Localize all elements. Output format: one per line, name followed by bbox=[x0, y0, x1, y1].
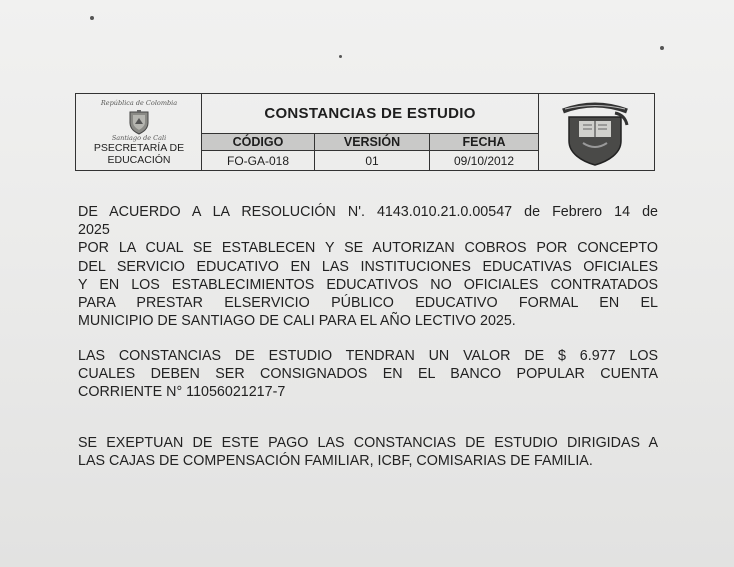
resolution-paragraph bbox=[78, 203, 658, 330]
paragraph-line: Y EN LOS ESTABLECIMIENTOS EDUCATIVOS NO OFICIALES CONTRATADOS bbox=[78, 276, 658, 293]
paragraph-line: PARA PRESTAR ELSERVICIO PÚBLICO EDUCATIVO FORMAL EN EL bbox=[78, 295, 658, 312]
exemption-paragraph bbox=[78, 434, 658, 470]
fee-paragraph bbox=[78, 347, 658, 402]
paper-speck bbox=[339, 55, 342, 58]
document-title: CONSTANCIAS DE ESTUDIO bbox=[202, 94, 538, 134]
paragraph-line: MUNICIPIO DE SANTIAGO DE CALI PARA EL AÑO LECTIVO 2025. bbox=[78, 313, 516, 330]
version-value: 01 bbox=[315, 151, 430, 170]
header-column-row bbox=[202, 134, 538, 151]
header-left-cell bbox=[76, 94, 202, 170]
paragraph-line: DEL SERVICIO EDUCATIVO EN LAS INSTITUCIONES EDUCATIVAS OFICIALES bbox=[78, 258, 658, 275]
paper-speck bbox=[90, 16, 94, 20]
school-emblem-icon bbox=[555, 97, 635, 167]
paragraph-line: LAS CAJAS DE COMPENSACIÓN FAMILIAR, ICBF, COMISARIAS DE FAMILIA. bbox=[78, 453, 593, 470]
city-coat-of-arms-icon bbox=[126, 109, 152, 135]
document-header-table bbox=[75, 93, 655, 171]
paragraph-line: LAS CONSTANCIAS DE ESTUDIO TENDRAN UN VALOR DE $ 6.977 LOS bbox=[78, 348, 658, 364]
fecha-value: 09/10/2012 bbox=[453, 153, 515, 168]
crest-city-text: Santiago de Cali bbox=[111, 134, 167, 142]
codigo-value: FO-GA-018 bbox=[202, 151, 315, 170]
paragraph-line: DE ACUERDO A LA RESOLUCIÓN N'. 4143.010.21.0.00547 de Febrero 14 de bbox=[78, 204, 658, 220]
header-value-row bbox=[202, 151, 538, 170]
paper-speck bbox=[660, 46, 664, 50]
header-right-cell bbox=[538, 94, 654, 170]
paragraph-line: POR LA CUAL SE ESTABLECEN Y SE AUTORIZAN COBROS POR CONCEPTO bbox=[78, 240, 658, 257]
codigo-column-header: CÓDIGO bbox=[202, 134, 315, 150]
crest-country-text: República de Colombia bbox=[100, 99, 178, 107]
paragraph-line: 2025 bbox=[78, 222, 110, 239]
version-column-header: VERSIÓN bbox=[315, 134, 430, 150]
paragraph-line: SE EXEPTUAN DE ESTE PAGO LAS CONSTANCIAS DE ESTUDIO DIRIGIDAS A bbox=[78, 435, 658, 451]
paragraph-line: CUALES DEBEN SER CONSIGNADOS EN EL BANCO POPULAR CUENTA bbox=[78, 366, 658, 383]
header-middle-cell bbox=[202, 94, 538, 170]
department-label: PSECRETARÍA DE EDUCACIÓN bbox=[93, 142, 185, 166]
fecha-column-header: FECHA bbox=[462, 135, 506, 149]
paragraph-line: CORRIENTE N° 11056021217-7 bbox=[78, 384, 286, 401]
